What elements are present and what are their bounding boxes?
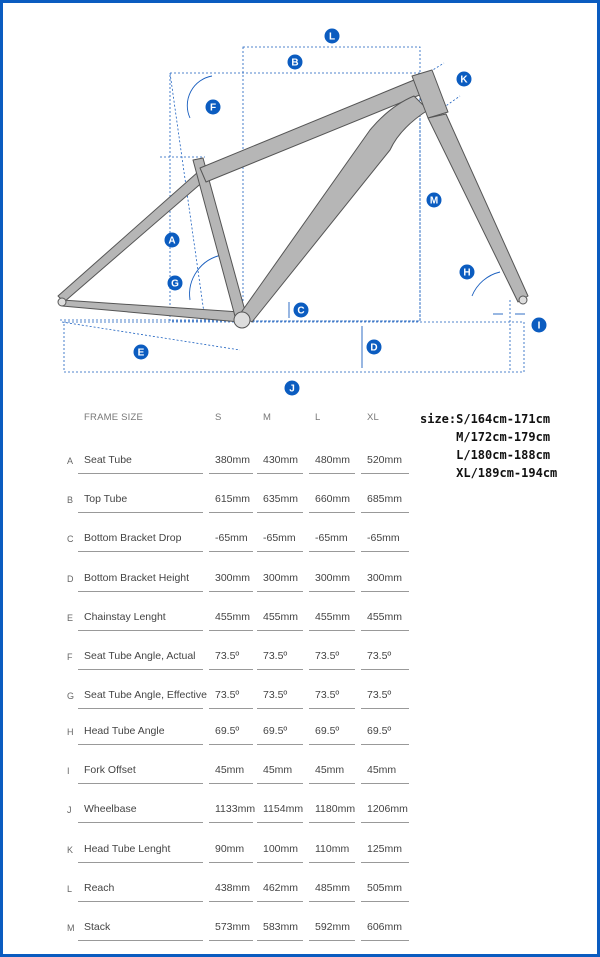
row-divider <box>209 822 253 823</box>
row-value: 1206mm <box>367 803 408 815</box>
row-value: -65mm <box>215 532 248 544</box>
dimension-badge-i <box>532 318 547 333</box>
seatstay <box>58 172 205 302</box>
row-value: 573mm <box>215 921 251 933</box>
row-value: 685mm <box>367 493 403 505</box>
size-guide-line: M/172cm-179cm <box>420 430 551 444</box>
dimension-badge-label: F <box>209 102 217 114</box>
row-value: 615mm <box>215 493 251 505</box>
row-letter: F <box>67 652 73 662</box>
chainstay <box>62 300 240 322</box>
row-letter: C <box>67 534 74 544</box>
row-divider <box>78 630 203 631</box>
row-divider <box>257 783 303 784</box>
row-value: 45mm <box>315 764 345 776</box>
table-row <box>64 440 414 479</box>
row-letter: M <box>67 923 75 933</box>
row-divider <box>309 901 355 902</box>
row-name: Chainstay Lenght <box>84 611 166 623</box>
row-name: Fork Offset <box>84 764 136 776</box>
row-divider <box>209 940 253 941</box>
row-name: Seat Tube Angle, Effective <box>84 689 207 701</box>
row-value: 480mm <box>315 454 351 466</box>
row-value: 45mm <box>263 764 293 776</box>
row-divider <box>309 551 355 552</box>
row-divider <box>257 901 303 902</box>
row-value: 73.5º <box>367 650 392 662</box>
row-divider <box>209 708 253 709</box>
row-divider <box>78 512 203 513</box>
row-divider <box>309 744 355 745</box>
dimension-badge-label: G <box>171 278 179 290</box>
row-value: 520mm <box>367 454 403 466</box>
row-letter: L <box>67 884 73 894</box>
row-divider <box>309 630 355 631</box>
row-name: Reach <box>84 882 115 894</box>
row-divider <box>209 591 253 592</box>
table-row <box>64 675 414 714</box>
row-divider <box>257 473 303 474</box>
row-name: Seat Tube <box>84 454 132 466</box>
row-divider <box>78 822 203 823</box>
row-divider <box>257 822 303 823</box>
row-value: 606mm <box>367 921 403 933</box>
table-row <box>64 711 414 750</box>
row-divider <box>309 591 355 592</box>
row-value: 505mm <box>367 882 403 894</box>
row-divider <box>78 862 203 863</box>
dimension-badge-label: I <box>537 320 541 332</box>
row-name: Head Tube Lenght <box>84 843 171 855</box>
row-divider <box>361 862 409 863</box>
row-divider <box>309 708 355 709</box>
row-divider <box>209 669 253 670</box>
row-divider <box>209 862 253 863</box>
size-guide-line: L/180cm-188cm <box>420 448 551 462</box>
row-letter: K <box>67 845 74 855</box>
row-divider <box>309 512 355 513</box>
row-divider <box>309 940 355 941</box>
row-divider <box>361 591 409 592</box>
size-guide-line: XL/189cm-194cm <box>420 466 558 480</box>
row-value: 45mm <box>215 764 245 776</box>
row-value: 73.5º <box>367 689 392 701</box>
row-value: 430mm <box>263 454 299 466</box>
size-guide-line: size:S/164cm-171cm <box>420 412 551 426</box>
row-value: 438mm <box>215 882 251 894</box>
row-letter: D <box>67 574 74 584</box>
front-axle <box>519 296 527 304</box>
row-divider <box>361 822 409 823</box>
table-row <box>64 789 414 828</box>
row-value: 583mm <box>263 921 299 933</box>
dimension-badge-label: C <box>297 305 305 317</box>
row-divider <box>78 940 203 941</box>
row-value: 300mm <box>263 572 299 584</box>
row-name: Seat Tube Angle, Actual <box>84 650 196 662</box>
row-divider <box>209 551 253 552</box>
row-value: 110mm <box>315 843 350 855</box>
row-value: 73.5º <box>263 650 288 662</box>
dimension-badge-d <box>367 340 382 355</box>
row-value: -65mm <box>263 532 296 544</box>
row-divider <box>78 783 203 784</box>
row-value: 1180mm <box>315 803 356 815</box>
row-divider <box>257 591 303 592</box>
row-value: 125mm <box>367 843 403 855</box>
row-value: 485mm <box>315 882 351 894</box>
row-divider <box>361 708 409 709</box>
row-value: 592mm <box>315 921 351 933</box>
row-divider <box>361 783 409 784</box>
row-letter: H <box>67 727 74 737</box>
dimension-badge-j <box>285 381 300 396</box>
row-divider <box>361 940 409 941</box>
table-header <box>64 400 414 439</box>
row-value: 100mm <box>263 843 299 855</box>
row-name: Stack <box>84 921 111 933</box>
row-value: 462mm <box>263 882 299 894</box>
dimension-badge-label: K <box>460 74 468 86</box>
table-row <box>64 597 414 636</box>
size-guide <box>420 410 557 482</box>
row-value: 90mm <box>215 843 245 855</box>
row-divider <box>361 512 409 513</box>
row-value: 45mm <box>367 764 397 776</box>
table-row <box>64 558 414 597</box>
fork <box>428 114 528 302</box>
dimension-badge-label: J <box>289 383 295 395</box>
row-divider <box>78 551 203 552</box>
dimension-badge-h <box>460 265 475 280</box>
table-row <box>64 479 414 518</box>
row-divider <box>361 551 409 552</box>
row-divider <box>309 822 355 823</box>
table-row <box>64 636 414 675</box>
table-row <box>64 868 414 907</box>
table-row <box>64 750 414 789</box>
row-divider <box>209 512 253 513</box>
row-value: 300mm <box>367 572 403 584</box>
table-row <box>64 829 414 868</box>
row-letter: E <box>67 613 74 623</box>
row-value: 380mm <box>215 454 251 466</box>
row-name: Bottom Bracket Height <box>84 572 190 584</box>
row-value: 69.5º <box>215 725 240 737</box>
header-size: L <box>315 412 321 423</box>
row-value: 1154mm <box>263 803 304 815</box>
row-divider <box>257 669 303 670</box>
row-divider <box>209 630 253 631</box>
row-value: 73.5º <box>263 689 288 701</box>
dimension-badge-label: D <box>370 342 378 354</box>
row-value: 69.5º <box>367 725 392 737</box>
row-value: 660mm <box>315 493 351 505</box>
row-divider <box>257 512 303 513</box>
row-value: 73.5º <box>215 689 240 701</box>
dimension-badge-l <box>325 29 340 44</box>
row-divider <box>257 708 303 709</box>
row-value: 69.5º <box>315 725 340 737</box>
row-value: 635mm <box>263 493 299 505</box>
row-value: 455mm <box>367 611 403 623</box>
row-divider <box>78 591 203 592</box>
row-divider <box>78 708 203 709</box>
row-value: 73.5º <box>215 650 240 662</box>
dimension-badge-label: M <box>429 195 439 207</box>
row-value: 455mm <box>263 611 299 623</box>
geometry-table <box>64 400 414 940</box>
row-value: -65mm <box>315 532 348 544</box>
dimension-badge-f <box>206 100 221 115</box>
row-divider <box>309 669 355 670</box>
row-letter: B <box>67 495 74 505</box>
row-divider <box>78 901 203 902</box>
header-size: S <box>215 412 222 423</box>
row-divider <box>209 744 253 745</box>
row-divider <box>309 473 355 474</box>
dimension-badge-e <box>134 345 149 360</box>
row-name: Wheelbase <box>84 803 137 815</box>
dimension-badge-a <box>165 233 180 248</box>
row-divider <box>361 901 409 902</box>
table-row <box>64 907 414 946</box>
row-divider <box>209 783 253 784</box>
row-value: 455mm <box>215 611 251 623</box>
row-value: 73.5º <box>315 650 340 662</box>
row-name: Head Tube Angle <box>84 725 165 737</box>
row-divider <box>361 669 409 670</box>
row-divider <box>361 630 409 631</box>
table-row <box>64 518 414 557</box>
seat-tube <box>193 158 247 320</box>
dimension-badge-label: A <box>168 235 176 247</box>
bottom-bracket <box>234 312 250 328</box>
row-letter: G <box>67 691 75 701</box>
row-divider <box>309 783 355 784</box>
header-size: XL <box>367 412 380 423</box>
row-value: 69.5º <box>263 725 288 737</box>
row-divider <box>209 901 253 902</box>
row-value: 73.5º <box>315 689 340 701</box>
dimension-badge-label: L <box>328 31 336 43</box>
row-value: 300mm <box>215 572 251 584</box>
dimension-badge-label: H <box>463 267 471 279</box>
rear-axle <box>58 298 66 306</box>
row-divider <box>257 551 303 552</box>
row-letter: I <box>67 766 70 776</box>
row-value: 455mm <box>315 611 351 623</box>
dimension-badge-label: E <box>137 347 145 359</box>
row-name: Bottom Bracket Drop <box>84 532 182 544</box>
row-divider <box>361 473 409 474</box>
dimension-badge-label: B <box>291 57 299 69</box>
row-letter: A <box>67 456 74 466</box>
dimension-badge-m <box>427 193 442 208</box>
row-divider <box>257 940 303 941</box>
row-divider <box>209 473 253 474</box>
row-value: 1133mm <box>215 803 256 815</box>
row-value: 300mm <box>315 572 351 584</box>
row-divider <box>78 744 203 745</box>
dimension-badge-g <box>168 276 183 291</box>
wheelbase-box <box>64 322 524 372</box>
row-divider <box>309 862 355 863</box>
row-divider <box>78 473 203 474</box>
row-divider <box>257 744 303 745</box>
row-name: Top Tube <box>84 493 128 505</box>
bike-frame-diagram <box>0 0 600 400</box>
row-divider <box>78 669 203 670</box>
row-divider <box>361 744 409 745</box>
dimension-badge-b <box>288 55 303 70</box>
dimension-badge-c <box>294 303 309 318</box>
row-letter: J <box>67 805 72 815</box>
header-frame-size: FRAME SIZE <box>84 412 144 423</box>
row-value: -65mm <box>367 532 400 544</box>
row-divider <box>257 630 303 631</box>
header-size: M <box>263 412 272 423</box>
row-divider <box>257 862 303 863</box>
dimension-badge-k <box>457 72 472 87</box>
